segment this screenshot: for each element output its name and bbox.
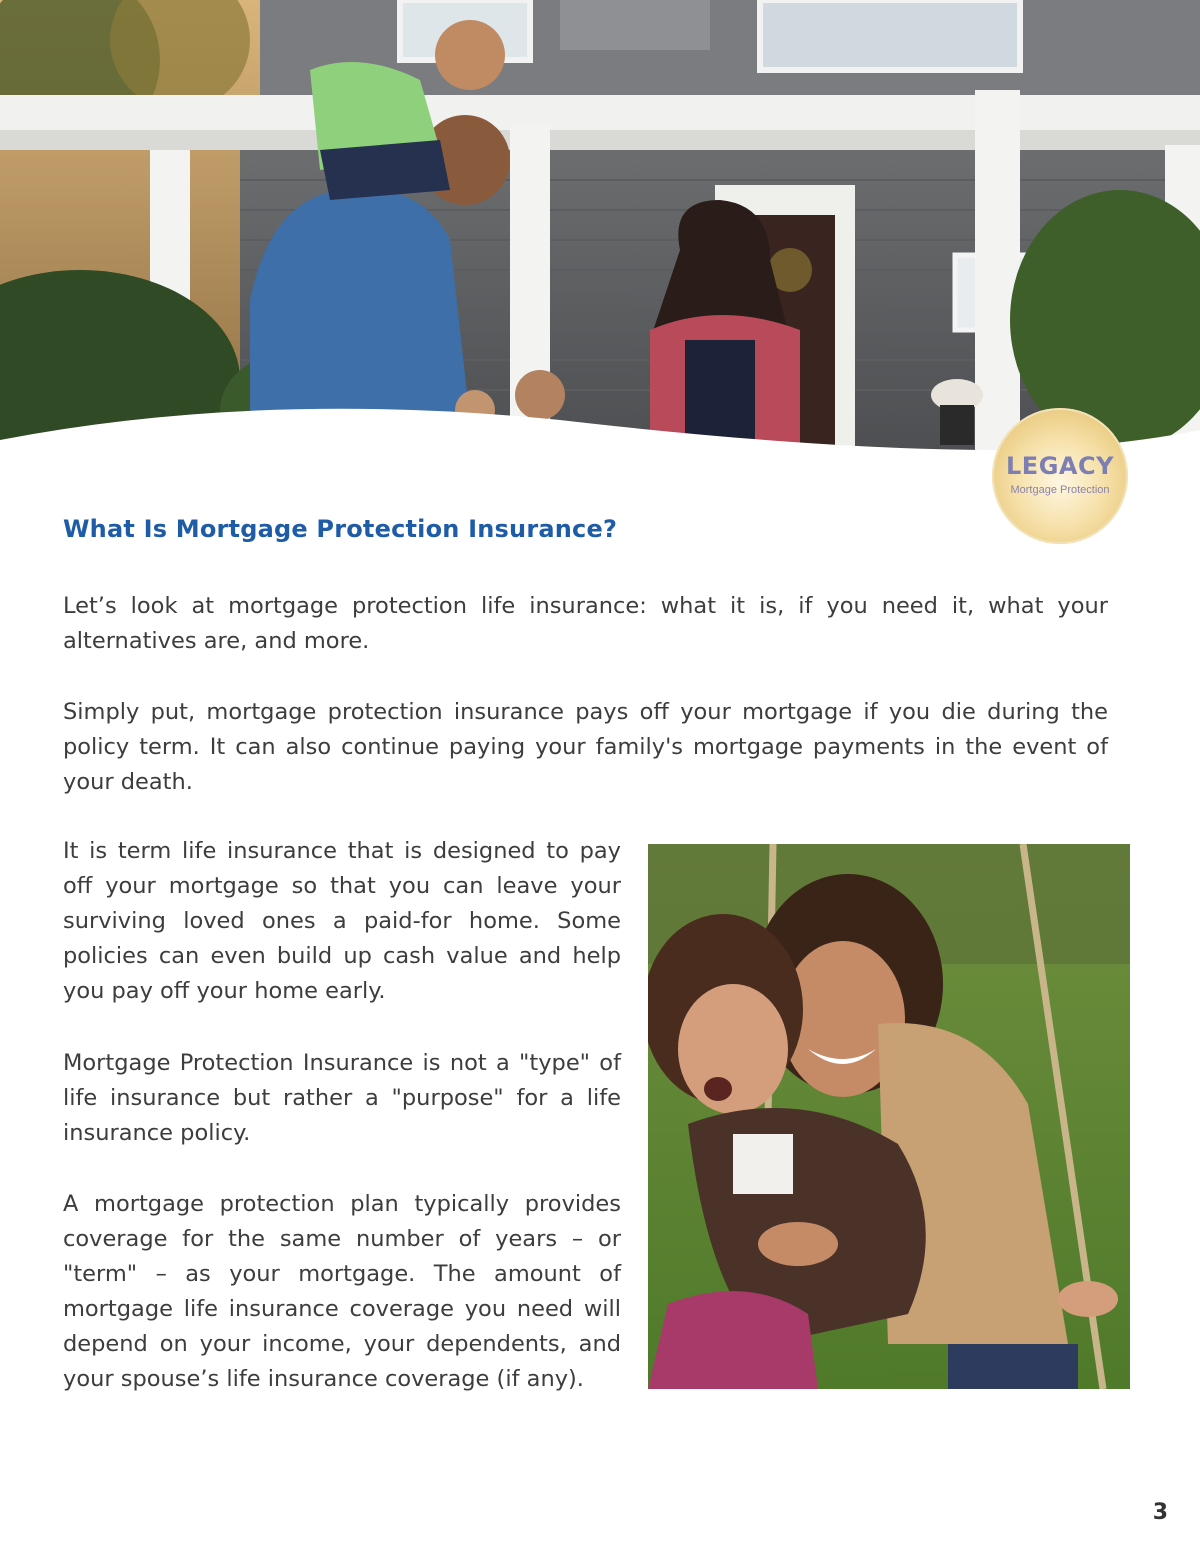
page-number: 3 bbox=[1152, 1500, 1168, 1525]
mother-daughter-photo bbox=[648, 844, 1130, 1389]
logo-subtitle: Mortgage Protection bbox=[1010, 484, 1110, 496]
legacy-logo bbox=[992, 408, 1128, 544]
paragraph-purpose: Mortgage Protection Insurance is not a "type" of life insurance but rather a "purpose" for a life insurance policy. bbox=[63, 1050, 621, 1146]
paragraph-coverage: A mortgage protection plan typically provides coverage for the same number of years – or "term" – as your mortgage. The amount of mortgage life insurance coverage you need will depend on your income, your dependents, and your spouse’s life insurance coverage (if any). bbox=[63, 1191, 621, 1392]
paragraph-term-life: It is term life insurance that is designed to pay off your mortgage so that you can leave your surviving loved ones a paid-for home. Some policies can even build up cash value and help you pay off your home early. bbox=[63, 838, 621, 1004]
paragraph-definition: Simply put, mortgage protection insurance pays off your mortgage if you die during the policy term. It can also continue paying your family's mortgage payments in the event of your death. bbox=[63, 699, 1108, 795]
paragraph-intro: Let’s look at mortgage protection life insurance: what it is, if you need it, what your alternatives are, and more. bbox=[63, 593, 1108, 654]
logo-word: LEGACY bbox=[1006, 452, 1114, 480]
page-title: What Is Mortgage Protection Insurance? bbox=[63, 515, 618, 543]
hero-photo bbox=[0, 0, 1200, 480]
